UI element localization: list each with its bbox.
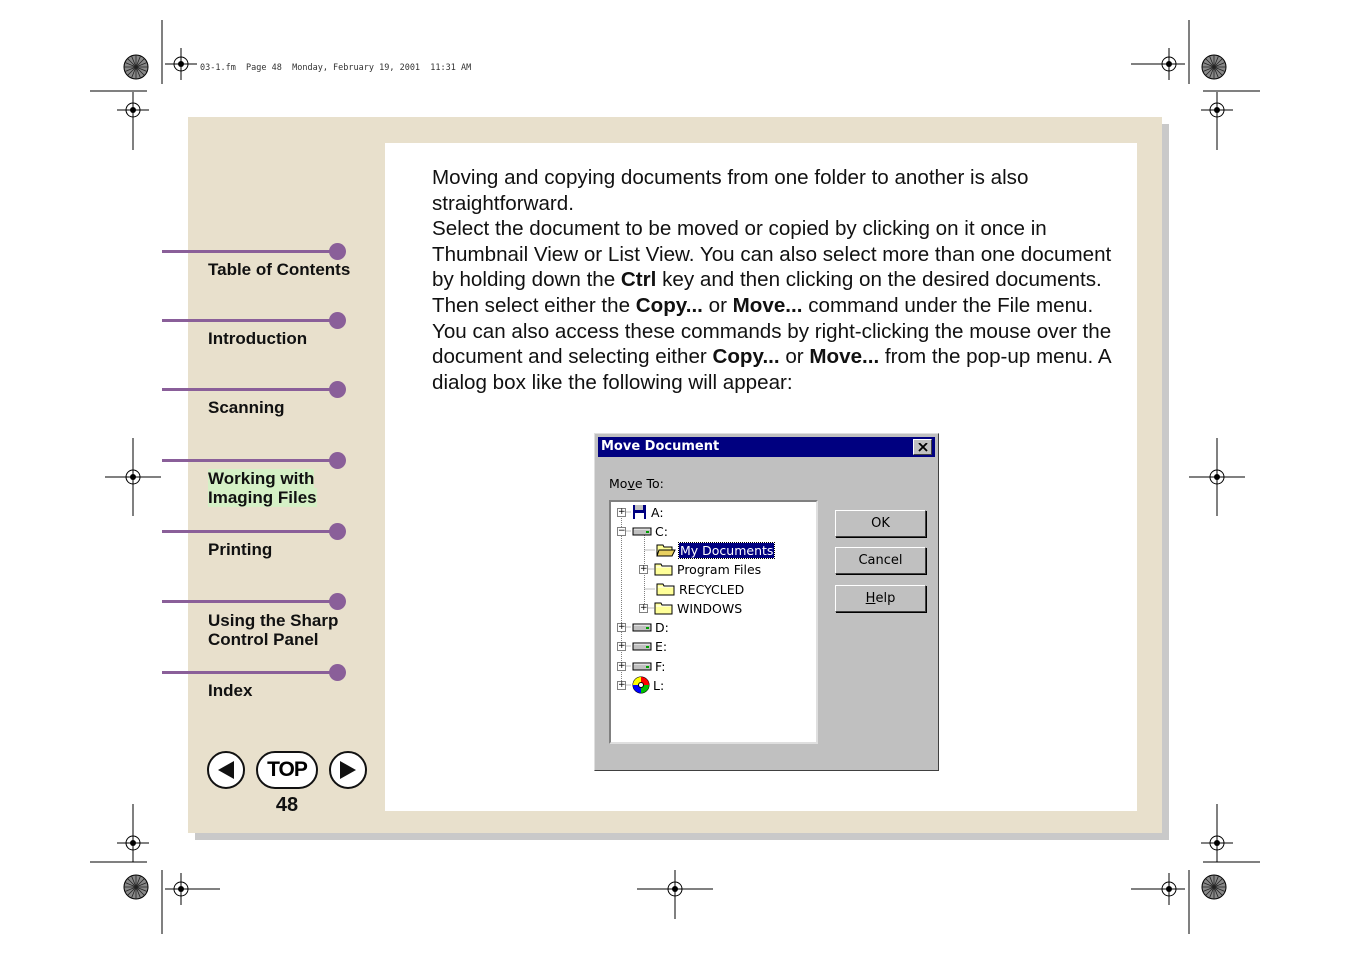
paragraph-instructions: Select the document to be moved or copied by clicking on it once in Thumbnail View or List View. You can also select more than one document by holding down the Ctrl key and then clicking on the desired documents. Then select either the Copy... or Move... command under the File menu. You can also access these commands by right-clicking the mouse over the document and selecting either Copy... or Move... from the pop-up menu. A dialog box like the following will appear: (432, 217, 1112, 394)
nav-label (208, 469, 317, 507)
nav-rule (162, 250, 338, 253)
tree-item-label: My Documents (680, 542, 774, 558)
nav-rule (162, 319, 338, 322)
nav-bullet (329, 243, 346, 260)
expand-icon[interactable]: + (618, 506, 626, 517)
tree-item-c-drive[interactable] (617, 522, 668, 540)
print-header: 03-1.fm Page 48 Monday, February 19, 2001 11:31 AM (200, 63, 472, 73)
tree-item-label: C: (655, 523, 668, 539)
nav-label: Printing (208, 540, 273, 559)
nav-rule (162, 459, 338, 462)
hard-drive-icon (632, 621, 652, 633)
expand-icon[interactable]: + (618, 621, 626, 632)
ok-button[interactable]: OK (835, 510, 926, 537)
dialog-title: Move Document (601, 439, 720, 454)
nav-label-line: Using the Sharp (208, 611, 339, 630)
arrow-left-icon (215, 759, 237, 781)
nav-label-line: Imaging Files (208, 488, 317, 507)
tree-item-windows[interactable] (639, 599, 742, 617)
nav-label: Index (208, 681, 253, 700)
cd-drive-icon (632, 676, 650, 694)
nav-bullet (329, 452, 346, 469)
folder-icon (656, 582, 676, 596)
nav-bullet (329, 664, 346, 681)
tree-item-label: D: (655, 619, 669, 635)
tree-item-label: L: (653, 677, 665, 693)
nav-bullet (329, 523, 346, 540)
tree-item-e-drive[interactable] (617, 637, 667, 655)
expand-icon[interactable]: + (618, 640, 626, 651)
nav-rule (162, 600, 338, 603)
dialog-titlebar (598, 437, 935, 457)
nav-label: Table of Contents (208, 260, 351, 279)
nav-bullet (329, 381, 346, 398)
top-button[interactable]: TOP (256, 751, 318, 789)
nav-label-line: Working with (208, 469, 315, 488)
page-number: 48 (275, 794, 299, 816)
nav-label: Scanning (208, 398, 285, 417)
folder-icon (654, 562, 674, 576)
tree-item-label: F: (655, 658, 666, 674)
next-page-button[interactable] (329, 751, 367, 789)
hard-drive-icon (632, 525, 652, 537)
tree-item-label: A: (651, 504, 664, 520)
help-button[interactable]: H elp (835, 585, 926, 612)
expand-icon[interactable]: + (640, 602, 648, 613)
close-button[interactable] (913, 439, 932, 455)
floppy-drive-icon (632, 505, 648, 519)
tree-item-f-drive[interactable] (617, 657, 665, 675)
expand-icon[interactable]: + (640, 563, 648, 574)
nav-rule (162, 530, 338, 533)
hard-drive-icon (632, 640, 652, 652)
nav-rule (162, 388, 338, 391)
move-document-dialog (594, 433, 939, 771)
tree-item-label: RECYCLED (679, 581, 745, 597)
tree-item-label: WINDOWS (677, 600, 743, 616)
folder-icon (654, 601, 674, 615)
previous-page-button[interactable] (207, 751, 245, 789)
expand-icon[interactable]: + (618, 679, 626, 690)
close-icon (918, 443, 928, 452)
nav-label-line: Control Panel (208, 630, 319, 649)
move-to-label: Move To: (609, 476, 664, 491)
folder-tree[interactable] (609, 500, 818, 744)
nav-bullet (329, 312, 346, 329)
nav-label (208, 611, 338, 649)
tree-item-program-files[interactable] (639, 560, 761, 578)
nav-label: Introduction (208, 329, 308, 348)
cancel-button[interactable]: Cancel (835, 547, 926, 574)
tree-item-a-drive[interactable] (617, 503, 664, 521)
open-folder-icon (656, 543, 676, 557)
paragraph-intro: Moving and copying documents from one folder to another is also straightforward. (432, 166, 1029, 215)
collapse-icon[interactable]: − (618, 525, 626, 536)
arrow-right-icon (337, 759, 359, 781)
tree-item-my-documents[interactable] (656, 541, 774, 559)
tree-item-label: Program Files (677, 561, 762, 577)
tree-item-recycled[interactable] (656, 580, 744, 598)
nav-bullet (329, 593, 346, 610)
nav-rule (162, 671, 338, 674)
hard-drive-icon (632, 660, 652, 672)
tree-item-d-drive[interactable] (617, 618, 669, 636)
body-text (432, 165, 1132, 395)
tree-item-l-drive[interactable] (617, 676, 664, 694)
expand-icon[interactable]: + (618, 660, 626, 671)
tree-item-label: E: (655, 638, 668, 654)
